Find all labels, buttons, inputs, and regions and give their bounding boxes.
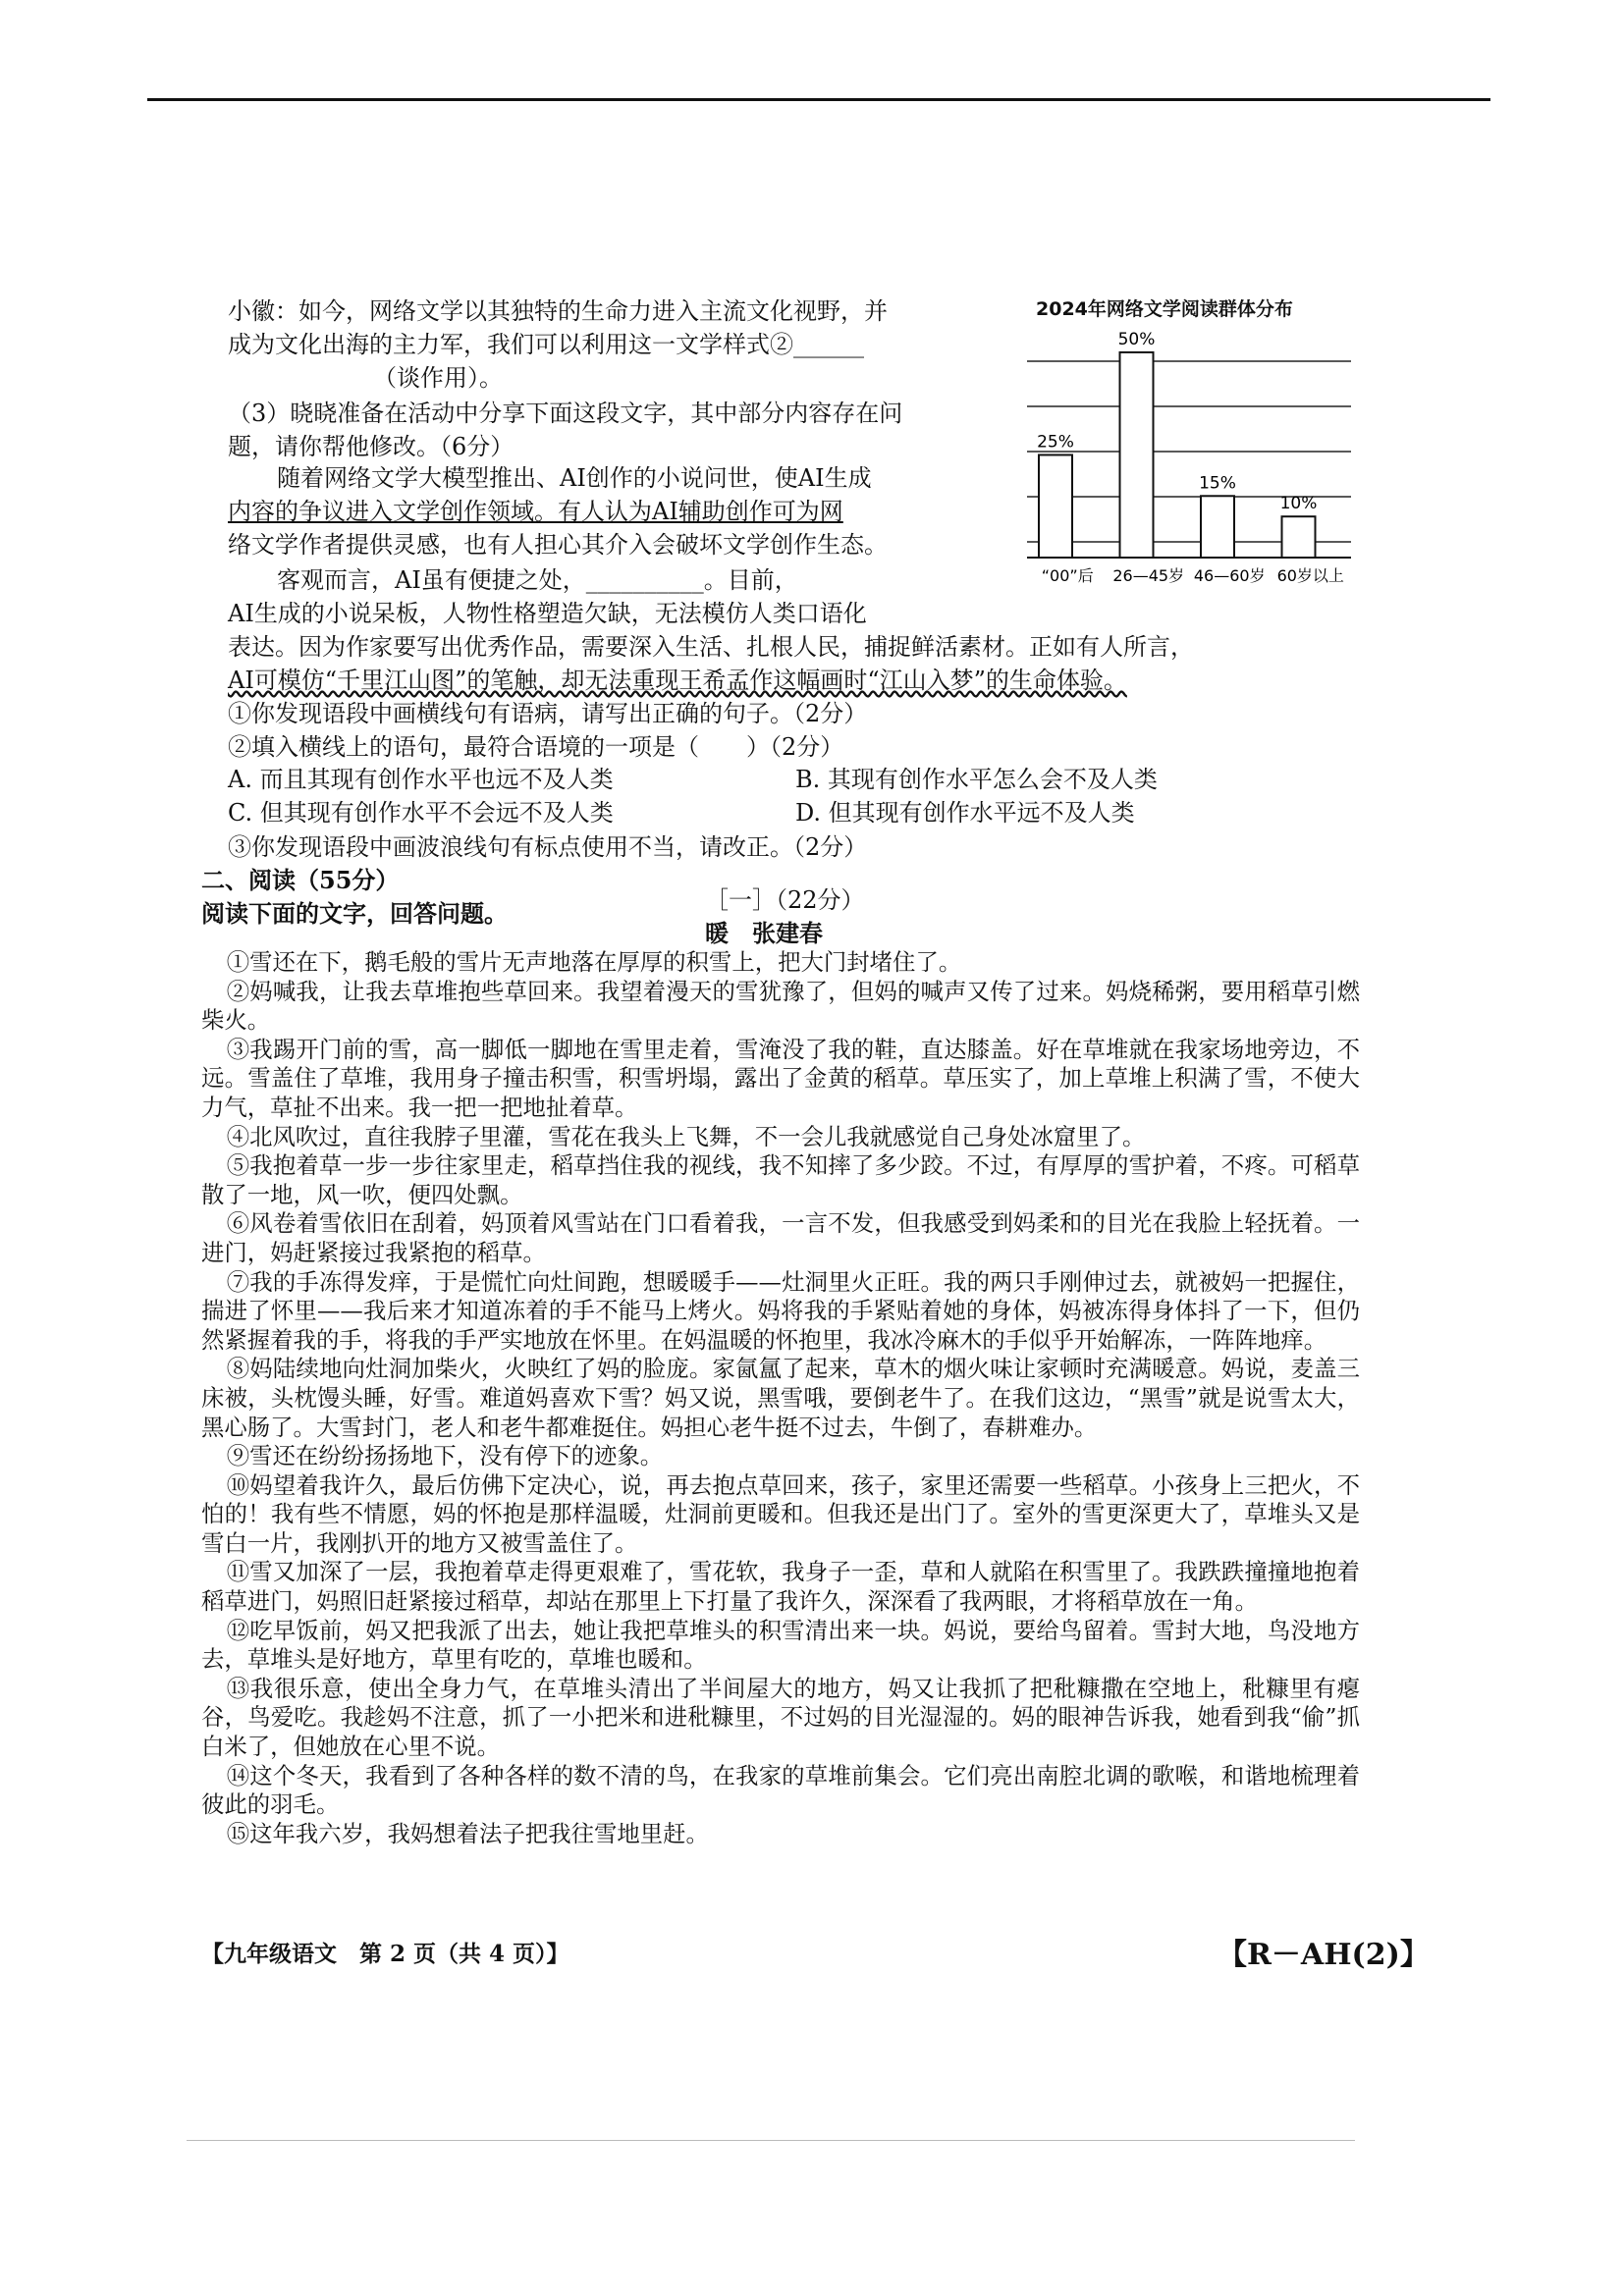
article-paragraph: ⑬我很乐意，使出全身力气，在草堆头清出了半间屋大的地方，妈又让我抓了把秕糠撒在空地上，秕糠里有瘪谷，鸟爱吃。我趁妈不注意，抓了一小把米和进秕糠里，不过妈的目光湿湿的。妈的眼神告诉我，她看到我“偷”抓白米了，但她放在心里不说。 — [201, 1674, 1360, 1761]
article-paragraph: ⑩妈望着我许久，最后仿佛下定决心，说，再去抱点草回来，孩子，家里还需要一些稻草。小孩身上三把火，不怕的！我有些不情愿，妈的怀抱是那样温暖，灶洞前更暖和。但我还是出门了。室外的雪更深更大了，草堆头又是雪白一片，我刚扒开的地方又被雪盖住了。 — [201, 1470, 1360, 1557]
text-line: （谈作用）。 — [373, 364, 503, 392]
option-a: A. 而且其现有创作水平也远不及人类 — [228, 766, 614, 793]
article-paragraph: ⑦我的手冻得发痒，于是慌忙向灶间跑，想暖暖手——灶洞里火正旺。我的两只手刚伸过去，就被妈一把握住，揣进了怀里——我后来才知道冻着的手不能马上烤火。妈将我的手紧贴着她的身体，妈被冻得身体抖了一下，但仍然紧握着我的手，将我的手严实地放在怀里。在妈温暖的怀抱里，我冰冷麻木的手似乎开始解冻，一阵阵地痒。 — [201, 1267, 1360, 1354]
option-b: B. 其现有创作水平怎么会不及人类 — [795, 766, 1158, 793]
bar-chart — [1011, 294, 1365, 589]
bar — [1120, 352, 1154, 558]
subquestion-2: ②填入横线上的语句，最符合语境的一项是（ ）（2分） — [228, 733, 844, 761]
category-label: “00”后 — [1041, 566, 1094, 585]
question-3: （3）晓晓准备在活动中分享下面这段文字，其中部分内容存在问 — [228, 400, 903, 427]
bar — [1282, 516, 1316, 558]
text-line: 小徽：如今，网络文学以其独特的生命力进入主流文化视野，并 — [228, 297, 888, 325]
passage-line: 客观而言，AI虽有便捷之处，__________。目前， — [277, 566, 798, 594]
bar — [1039, 454, 1072, 558]
subquestion-3: ③你发现语段中画波浪线句有标点使用不当，请改正。（2分） — [228, 833, 868, 861]
option-c: C. 但其现有创作水平不会远不及人类 — [228, 799, 614, 827]
article-paragraph: ⑮这年我六岁，我妈想着法子把我往雪地里赶。 — [226, 1819, 709, 1847]
article-paragraph: ④北风吹过，直往我脖子里灌，雪花在我头上飞舞，不一会儿我就感觉自己身处冰窟里了。 — [226, 1122, 1146, 1150]
passage-line: AI生成的小说呆板，人物性格塑造欠缺，无法模仿人类口语化 — [228, 600, 867, 627]
article-paragraph: ⑤我抱着草一步一步往家里走，稻草挡住我的视线，我不知摔了多少跤。不过，有厚厚的雪护着，不疼。可稻草散了一地，风一吹，便四处飘。 — [201, 1151, 1360, 1208]
top-rule — [147, 98, 1490, 101]
article-paragraph: ②妈喊我，让我去草堆抱些草回来。我望着漫天的雪犹豫了，但妈的喊声又传了过来。妈烧稀粥，要用稻草引燃柴火。 — [201, 977, 1360, 1035]
wavy-sentence: AI可模仿“千里江山图”的笔触，却无法重现王希孟作这幅画时“江山入梦”的生命体验。 — [228, 667, 1127, 694]
passage-line: 表达。因为作家要写出优秀作品，需要深入生活、扎根人民，捕捉鲜活素材。正如有人所言， — [228, 633, 1194, 661]
article-paragraph: ⑭这个冬天，我看到了各种各样的数不清的鸟，在我家的草堆前集会。它们亮出南腔北调的歌喉，和谐地梳理着彼此的羽毛。 — [201, 1761, 1360, 1819]
article-paragraph: ⑪雪又加深了一层，我抱着草走得更艰难了，雪花软，我身子一歪，草和人就陷在积雪里了。我跌跌撞撞地抱着稻草进门，妈照旧赶紧接过稻草，却站在那里上下打量了我许久，深深看了我两眼，才将稻草放在一角。 — [201, 1558, 1360, 1616]
article-paragraph: ①雪还在下，鹅毛般的雪片无声地落在厚厚的积雪上，把大门封堵住了。 — [226, 948, 962, 976]
article-section: ［一］（22分） — [705, 886, 865, 914]
bar-value-label: 15% — [1199, 473, 1236, 494]
option-d: D. 但其现有创作水平远不及人类 — [795, 799, 1135, 827]
article-paragraph: ③我踢开门前的雪，高一脚低一脚地在雪里走着，雪淹没了我的鞋，直达膝盖。好在草堆就在我家场地旁边，不远。雪盖住了草堆，我用身子撞击积雪，积雪坍塌，露出了金黄的稻草。草压实了，加上草堆上积满了雪，不使大力气，草扯不出来。我一把一把地扯着草。 — [201, 1035, 1360, 1121]
article-title: 暖 张建春 — [705, 919, 823, 947]
article-paragraph: ⑨雪还在纷纷扬扬地下，没有停下的迹象。 — [226, 1442, 664, 1470]
subquestion-1: ①你发现语段中画横线句有语病，请写出正确的句子。（2分） — [228, 700, 868, 727]
footer-code: 【R－AH(2)】 — [1218, 1938, 1430, 1972]
section-heading: 二、阅读（55分） — [201, 866, 400, 894]
passage-line: 络文学作者提供灵感，也有人担心其介入会破坏文学创作生态。 — [228, 531, 888, 559]
bar-value-label: 25% — [1037, 432, 1074, 453]
bottom-rule — [187, 2140, 1355, 2141]
chart-title: 2024年网络文学阅读群体分布 — [1036, 298, 1293, 320]
bar — [1201, 496, 1234, 558]
bar-value-label: 50% — [1117, 329, 1156, 349]
category-label: 60岁以上 — [1276, 566, 1344, 585]
underlined-sentence: 内容的争议进入文学创作领域。有人认为AI辅助创作可为网 — [228, 498, 843, 525]
category-label: 46—60岁 — [1193, 566, 1266, 585]
instruction: 阅读下面的文字，回答问题。 — [201, 899, 508, 928]
article-paragraph: ⑥风卷着雪依旧在刮着，妈顶着风雪站在门口看着我，一言不发，但我感受到妈柔和的目光在我脸上轻抚着。一进门，妈赶紧接过我紧抱的稻草。 — [201, 1209, 1360, 1266]
article-paragraph: ⑫吃早饭前，妈又把我派了出去，她让我把草堆头的积雪清出来一块。妈说，要给鸟留着。雪封大地，鸟没地方去，草堆头是好地方，草里有吃的，草堆也暖和。 — [201, 1616, 1360, 1674]
footer-page-info: 【九年级语文 第 2 页（共 4 页）】 — [201, 1941, 569, 1967]
passage-line: 随着网络文学大模型推出、AI创作的小说问世，使AI生成 — [277, 464, 872, 492]
text-line: 成为文化出海的主力军，我们可以利用这一文学样式②______ — [228, 331, 864, 358]
bar-value-label: 10% — [1279, 494, 1318, 514]
text-line: 题，请你帮他修改。（6分） — [228, 433, 514, 460]
article-paragraph: ⑧妈陆续地向灶洞加柴火，火映红了妈的脸庞。家氤氲了起来，草木的烟火味让家顿时充满暖意。妈说，麦盖三床被，头枕馒头睡，好雪。难道妈喜欢下雪？妈又说，黑雪哦，要倒老牛了。在我们这边，“黑雪”就是说雪太大，黑心肠了。大雪封门，老人和老牛都难挺住。妈担心老牛挺不过去，牛倒了，春耕难办。 — [201, 1355, 1360, 1441]
category-label: 26—45岁 — [1112, 566, 1185, 585]
article-body — [201, 948, 1360, 1848]
